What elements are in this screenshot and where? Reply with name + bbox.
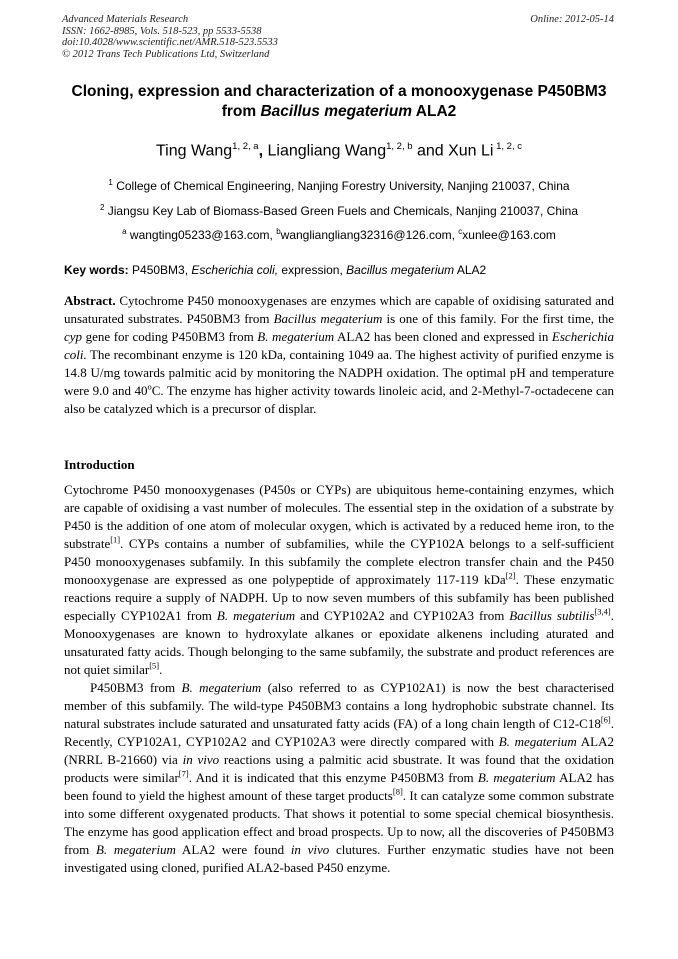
paper-title xyxy=(40,82,638,122)
citation[interactable]: [7] xyxy=(178,768,189,779)
citation[interactable]: [3,4] xyxy=(594,606,611,617)
citation[interactable]: [5] xyxy=(149,660,160,671)
author-affiliation-mark: 1, 2, a xyxy=(232,141,259,152)
affiliation-1 xyxy=(40,175,638,194)
abstract-paragraph xyxy=(64,292,614,418)
email-link[interactable]: wangliangliang32316@126.com, xyxy=(280,228,459,242)
keyword: expression, xyxy=(278,263,347,277)
body-text: P450BM3 from xyxy=(90,680,182,695)
author-affiliation-mark: 1, 2, c xyxy=(493,141,522,152)
author-list xyxy=(40,136,638,162)
body-text: (also referred to as CYP102A1) is now the best characterised member of this subfamily. The wild-type P450BM3 contains a long hydrophobic substrate channel. Its natural substrates include saturated and unsaturated fatty acids (FA) of a long chain length of C12-C18 xyxy=(64,680,614,731)
abstract-text: C. The enzyme has higher activity towards linoleic acid, and 2-Methyl-7-octadecene can also be catalyzed which is a precursor of displar. xyxy=(64,383,614,416)
abstract-italic: cyp xyxy=(64,329,83,344)
author-separator: , xyxy=(258,142,268,160)
affiliation-2 xyxy=(40,200,638,219)
journal-header xyxy=(62,14,614,60)
body-text: Cytochrome P450 monooxygenases (P450s or CYPs) are ubiquitous heme-containing enzymes, which are capable of oxidising a vast number of molecules. The essential step in the oxidation of a substrate by P450 is the addition of one atom of molecular oxygen, which is activated by a reduced heme iron, to the substrate xyxy=(64,482,614,551)
citation[interactable]: [6] xyxy=(600,714,611,725)
keywords-label: Key words: xyxy=(64,263,129,277)
affiliation-text: Jiangsu Key Lab of Biomass-Based Green Fuels and Chemicals, Nanjing 210037, China xyxy=(104,204,579,218)
email-mark: b xyxy=(276,227,281,236)
body-text: . xyxy=(159,662,163,677)
affiliation-text: College of Chemical Engineering, Nanjing Forestry University, Nanjing 210037, China xyxy=(112,179,570,193)
body-text: reactions using a palmitic acid sbustrate. It was found that the oxidation products were similar xyxy=(64,752,615,785)
email-list xyxy=(40,224,638,243)
section-heading-introduction: Introduction xyxy=(64,457,135,472)
affiliation-mark: 1 xyxy=(108,178,113,187)
author-name: Xun Li xyxy=(448,142,494,160)
body-italic: in vivo xyxy=(290,842,330,857)
doi-line[interactable]: doi:10.4028/www.scientific.net/AMR.518-523.5533 xyxy=(62,37,278,48)
title-species: Bacillus megaterium xyxy=(260,103,413,120)
abstract-text: ALA2 has been cloned and expressed in xyxy=(334,329,552,344)
email-link[interactable]: xunlee@163.com xyxy=(462,228,556,242)
body-italic: B. megaterium xyxy=(498,734,577,749)
email-mark: a xyxy=(122,227,127,236)
degree-mark: o xyxy=(147,381,152,392)
body-italic: Bacillus subtilis xyxy=(509,608,595,623)
keywords xyxy=(64,263,614,278)
journal-name: Advanced Materials Research xyxy=(62,14,189,25)
title-text: from xyxy=(221,103,261,120)
title-text: ALA2 xyxy=(412,103,457,120)
abstract-italic: Bacillus megaterium xyxy=(273,311,383,326)
keyword: Bacillus megaterium xyxy=(346,263,455,277)
title-line-1: Cloning, expression and characterization of a monooxygenase P450BM3 xyxy=(71,83,607,100)
citation[interactable]: [1] xyxy=(110,534,121,545)
introduction-body xyxy=(64,481,614,877)
body-text: . Monooxygenases are known to hydroxylate alkanes or epoxidate alkenens including aturated and unsaturated fatty acids. Though belonging to the same subfamily, the substrate and product references are not quiet similar xyxy=(64,608,615,677)
email-mark: c xyxy=(458,227,463,236)
abstract-italic: Escherichia coli. xyxy=(64,329,615,362)
body-text: . Recently, CYP102A1, CYP102A2 and CYP102A3 were directly compared with xyxy=(64,716,614,749)
affiliation-mark: 2 xyxy=(99,203,105,212)
abstract-text: The recombinant enzyme is 120 kDa, containing 1049 aa. The highest activity of purified enzyme is 14.8 U/mg towards palmitic acid by monitoring the NADPH oxidation. The optimal pH and temperature were 9.0 and 40 xyxy=(64,347,614,398)
title-line-2 xyxy=(40,102,638,122)
body-text: ALA2 were found xyxy=(175,842,291,857)
body-text: ALA2 (NRRL B-21660) via xyxy=(64,734,614,767)
online-date: Online: 2012-05-14 xyxy=(530,14,614,25)
email-link[interactable]: wangting05233@163.com, xyxy=(126,228,277,242)
body-text: clutures. Further enzymatic studies have not been investigated using cloned, purified ALA2-based P450 enzyme. xyxy=(64,842,615,875)
author-name: Liangliang Wang xyxy=(267,142,387,160)
body-text: and CYP102A2 and CYP102A3 from xyxy=(295,608,510,623)
body-text: . It can catalyze some common substrate into some different oxygenated products. That shows it potential to some special chemical biosynthesis. The enzyme has good application effect and broad prospects. Up to now, all the discoveries of P450BM3 from xyxy=(64,788,614,857)
copyright-line: © 2012 Trans Tech Publications Ltd, Switzerland xyxy=(62,48,270,60)
citation[interactable]: [2] xyxy=(505,570,516,581)
author-affiliation-mark: 1, 2, b xyxy=(386,141,413,152)
body-italic: B. megaterium xyxy=(181,680,262,695)
body-text: . And it is indicated that this enzyme P450BM3 from xyxy=(188,770,478,785)
body-text: . CYPs contains a number of subfamilies, while the CYP102A belongs to a self-sufficient P450 monooxygenases subfamily. In this subfamily the complete electron transfer chain and the P450 monooxygenase are expressed as one polypeptide of approximately 117-119 kDa xyxy=(64,536,614,587)
author-name: Ting Wang xyxy=(155,142,233,160)
abstract-text: Cytochrome P450 monooxygenases are enzymes which are capable of oxidising saturated and unsaturated substrates. P450BM3 from xyxy=(64,293,614,326)
abstract-text: is one of this family. For the first time, the xyxy=(382,311,614,326)
intro-paragraph-2 xyxy=(64,679,614,877)
abstract-text: gene for coding P450BM3 from xyxy=(82,329,258,344)
body-text: ALA2 has been found to yield the highest amount of these target products xyxy=(64,770,614,803)
body-text: . These enzymatic reactions require a supply of NADPH. Up to now seven mumbers of this subfamily has been published especially CYP102A1 from xyxy=(64,572,614,623)
abstract-label: Abstract. xyxy=(64,293,116,308)
issn-line: ISSN: 1662-8985, Vols. 518-523, pp 5533-5538 xyxy=(62,25,262,37)
keyword: Escherichia coli, xyxy=(191,263,279,277)
abstract xyxy=(64,292,614,418)
body-italic: in vivo xyxy=(182,752,220,767)
intro-paragraph-1 xyxy=(64,481,614,679)
keyword: P450BM3, xyxy=(128,263,192,277)
body-italic: B. megaterium xyxy=(477,770,556,785)
citation[interactable]: [8] xyxy=(392,786,403,797)
body-italic: B. megaterium xyxy=(95,842,176,857)
keyword: ALA2 xyxy=(454,263,487,277)
abstract-italic: B. megaterium xyxy=(257,329,335,344)
author-separator: and xyxy=(412,142,449,160)
body-italic: B. megaterium xyxy=(216,608,296,623)
